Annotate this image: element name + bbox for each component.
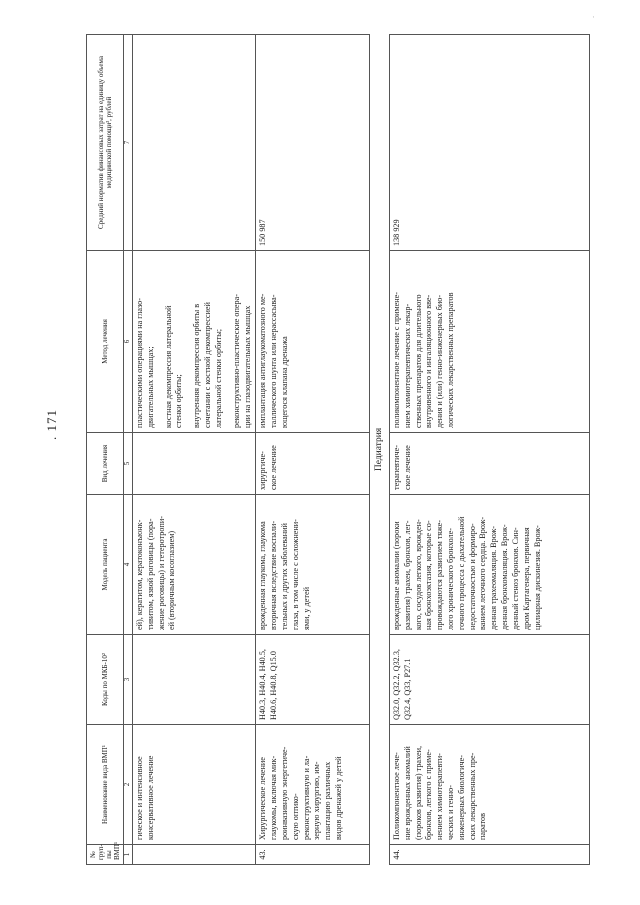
- treatment-type-cell: терапевтиче- ское лечение: [389, 433, 589, 495]
- treatment-type-cell: [132, 433, 255, 495]
- column-number: 5: [124, 433, 133, 495]
- treatment-method-cell: имплантация антиглаукоматозного ме- таллического шунта или нерассасыва- ющегося клапана дренажа: [256, 251, 370, 433]
- header-patient-model: Модель пациента: [87, 495, 124, 635]
- icd-codes-cell: H40.3, H40.4, H40.5, H40.6, H40.8, Q15.0: [256, 635, 370, 725]
- column-number-row: [124, 35, 133, 865]
- column-number: 6: [124, 251, 133, 433]
- section-title: Педиатрия: [370, 35, 390, 865]
- header-treatment-type: Вид лечения: [87, 433, 124, 495]
- header-treatment-method: Метод лечения: [87, 251, 124, 433]
- table-row-continued: [132, 35, 255, 865]
- rotated-table-container: [86, 35, 626, 865]
- cost-cell: 150 987: [256, 35, 370, 251]
- cost-cell: [132, 35, 255, 251]
- header-cost-standard: Средний норматив финансовых затрат на единицу объема медицинской помощи³, рублей: [87, 35, 124, 251]
- column-number: 2: [124, 725, 133, 845]
- header-icd-codes: Коды по МКБ-10²: [87, 635, 124, 725]
- treatment-type-cell: хирургиче- ское лечение: [256, 433, 370, 495]
- group-number-cell: 43.: [256, 845, 370, 865]
- section-row: [370, 35, 390, 865]
- column-number: 7: [124, 35, 133, 251]
- column-number: 3: [124, 635, 133, 725]
- vmp-table: [86, 34, 590, 865]
- treatment-method-cell: поликомпонентное лечение с примене- нием химиотерапевтических лекар- ственных препаратов для длительного внутривенного и ингаляционного вве- дения и (или) генно-инженерных био- логических лекарственных препаратов: [389, 251, 589, 433]
- table-row-43: [256, 35, 370, 865]
- vmp-name-cell: Поликомпонентное лече- ние врожденных аномалий (пороков развития) трахеи, бронхов, легкого с приме- нением химиотерапевти- ческих и генно- инженерных биологиче- ских лекарственных пре- паратов: [389, 725, 589, 845]
- patient-model-cell: врожденные аномалии (пороки развития) трахеи, бронхов, лег- кого, сосудов легкого, врожден- ная бронхоэктазия, которые со- провождаются развитием тяже- лого хронического бронхоле- гочного процесса с дыхательной недостаточностью и формиро- ванием легочного сердца. Врож- денная трахеомаляция. Врож- денная бронхомаляция. Врож- денный стеноз бронхов. Син- дром Картагенера, первичная цилиарная дискинезия. Врож-: [389, 495, 589, 635]
- group-number-cell: [132, 845, 255, 865]
- patient-model-cell: врожденная глаукома, глаукома вторичная вследствие воспали- тельных и других заболеваний глаза, в том числе с осложнени- ями, у детей: [256, 495, 370, 635]
- header-row: [87, 35, 124, 865]
- header-vmp-name: Наименование вида ВМП¹: [87, 725, 124, 845]
- vmp-name-cell: гическое и интенсивное консервативное лечение: [132, 725, 255, 845]
- vmp-name-cell: Хирургическое лечение глаукомы, включая мик- роинвазивную энергетиче- скую оптико- реконструктивную и ла- зерную хирургию, им- плантацию различных видов дренажей у детей: [256, 725, 370, 845]
- treatment-method-cell: пластическими операциями на глазо- двигательных мышцах; костная декомпрессия латеральной стенки орбиты; внутренняя декомпрессия орбиты в сочетании с костной декомпрессией латеральной стенки орбиты; реконструктивно-пластические опера- ции на глазодвигательных мышцах: [132, 251, 255, 433]
- header-group-number: № груп-пы ВМП¹: [87, 845, 124, 865]
- table-row-44: [389, 35, 589, 865]
- column-number: 4: [124, 495, 133, 635]
- scan-speck: ·: [592, 12, 595, 22]
- icd-codes-cell: Q32.0, Q32.2, Q32.3, Q32.4, Q33, P27.1: [389, 635, 589, 725]
- cost-cell: 138 929: [389, 35, 589, 251]
- column-number: 1: [124, 845, 133, 865]
- page-number: . 171: [44, 409, 59, 440]
- icd-codes-cell: [132, 635, 255, 725]
- group-number-cell: 44.: [389, 845, 589, 865]
- patient-model-cell: ей), кератитом, кератоконъюнк- тивитом, язвой роговицы (пора- жение роговицы) и гетеротропи- ей (вторичным косоглазием): [132, 495, 255, 635]
